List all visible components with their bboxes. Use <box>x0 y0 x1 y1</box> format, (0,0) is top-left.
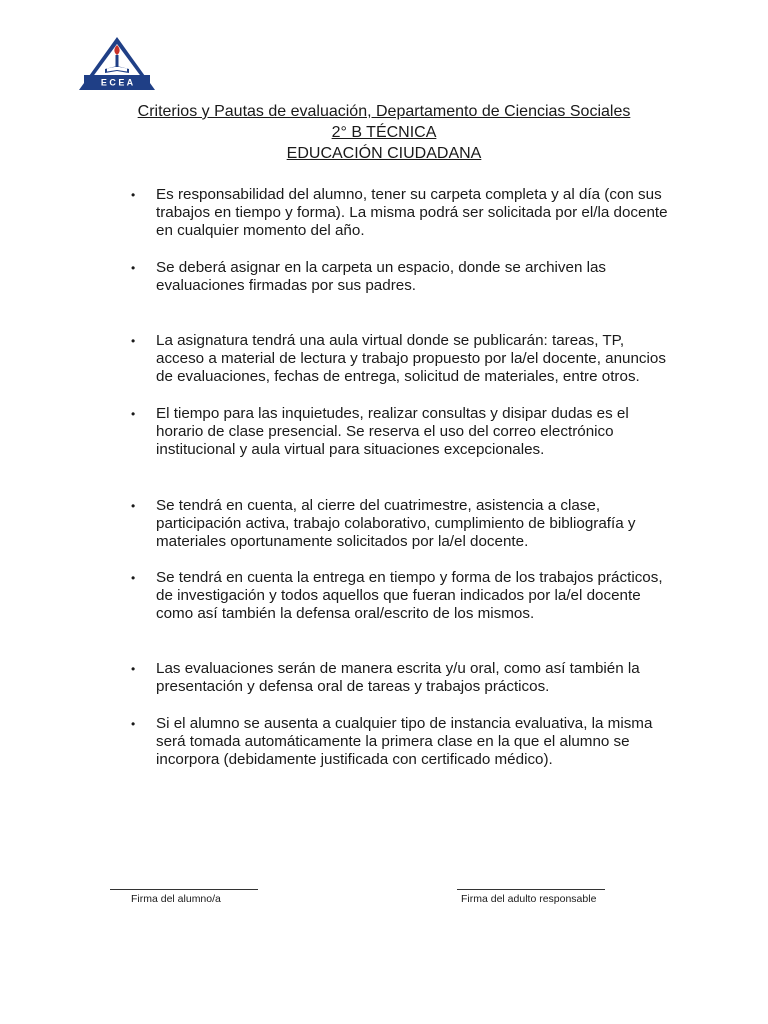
list-item-text: Si el alumno se ausenta a cualquier tipo de instancia evaluativa, la misma será tomada automáticamente la primera clase en la que el alumno se incorpora (debidamente justificada con certificado médico). <box>156 715 653 769</box>
signature-line <box>110 889 258 890</box>
list-item-text: Las evaluaciones serán de manera escrita y/u oral, como así también la presentación y defensa oral de tareas y trabajos prácticos. <box>156 660 640 696</box>
bullet-icon: • <box>131 261 136 275</box>
list-item <box>131 332 676 387</box>
document-title: Criterios y Pautas de evaluación, Departamento de Ciencias Sociales <box>137 103 631 120</box>
bullet-icon: • <box>131 499 136 513</box>
subject-title: EDUCACIÓN CIUDADANA <box>286 145 482 162</box>
list-item-text: La asignatura tendrá una aula virtual donde se publicarán: tareas, TP, acceso a material de lectura y trabajo propuesto por la/el docente, anuncios de evaluaciones, fechas de entrega, solicitud de materiales, entre otros. <box>156 332 666 386</box>
guardian-signature <box>457 878 605 905</box>
logo-text: E C E A <box>100 77 134 88</box>
list-item <box>131 497 676 552</box>
ecea-triangle-logo-icon <box>78 36 156 92</box>
student-signature <box>110 878 258 905</box>
list-item <box>131 569 676 624</box>
bullet-icon: • <box>131 717 136 731</box>
list-item-text: Se tendrá en cuenta la entrega en tiempo y forma de los trabajos prácticos, de investigación y todos aquellos que fueran indicados por la/el docente como así también la defensa oral/escrito de los mismos. <box>156 569 663 623</box>
student-signature-label: Firma del alumno/a <box>131 893 221 905</box>
list-item-text: El tiempo para las inquietudes, realizar consultas y disipar dudas es el horario de clase presencial. Se reserva el uso del correo electrónico institucional y aula virtual para situaciones excepcionales. <box>156 405 629 459</box>
bullet-icon: • <box>131 334 136 348</box>
list-item <box>131 660 676 696</box>
bullet-icon: • <box>131 188 136 202</box>
document-header <box>0 101 768 164</box>
list-item <box>131 186 676 241</box>
list-item <box>131 405 676 460</box>
bullet-icon: • <box>131 571 136 585</box>
guardian-signature-label: Firma del adulto responsable <box>461 893 597 905</box>
signature-line <box>457 889 605 890</box>
bullet-icon: • <box>131 662 136 676</box>
list-item <box>131 259 676 295</box>
list-item-text: Se deberá asignar en la carpeta un espacio, donde se archiven las evaluaciones firmadas por sus padres. <box>156 259 607 295</box>
list-item-text: Es responsabilidad del alumno, tener su carpeta completa y al día (con sus trabajos en tiempo y forma). La misma podrá ser solicitada por el/la docente en cualquier momento del año. <box>156 186 668 240</box>
ecea-logo <box>78 36 156 92</box>
bullet-icon: • <box>131 407 136 421</box>
list-item-text: Se tendrá en cuenta, al cierre del cuatrimestre, asistencia a clase, participación activa, trabajo colaborativo, cumplimiento de bibliografía y materiales oportunamente solicitados por la/el docente. <box>156 497 636 551</box>
list-item <box>131 715 676 770</box>
course-title: 2° B TÉCNICA <box>331 124 437 141</box>
